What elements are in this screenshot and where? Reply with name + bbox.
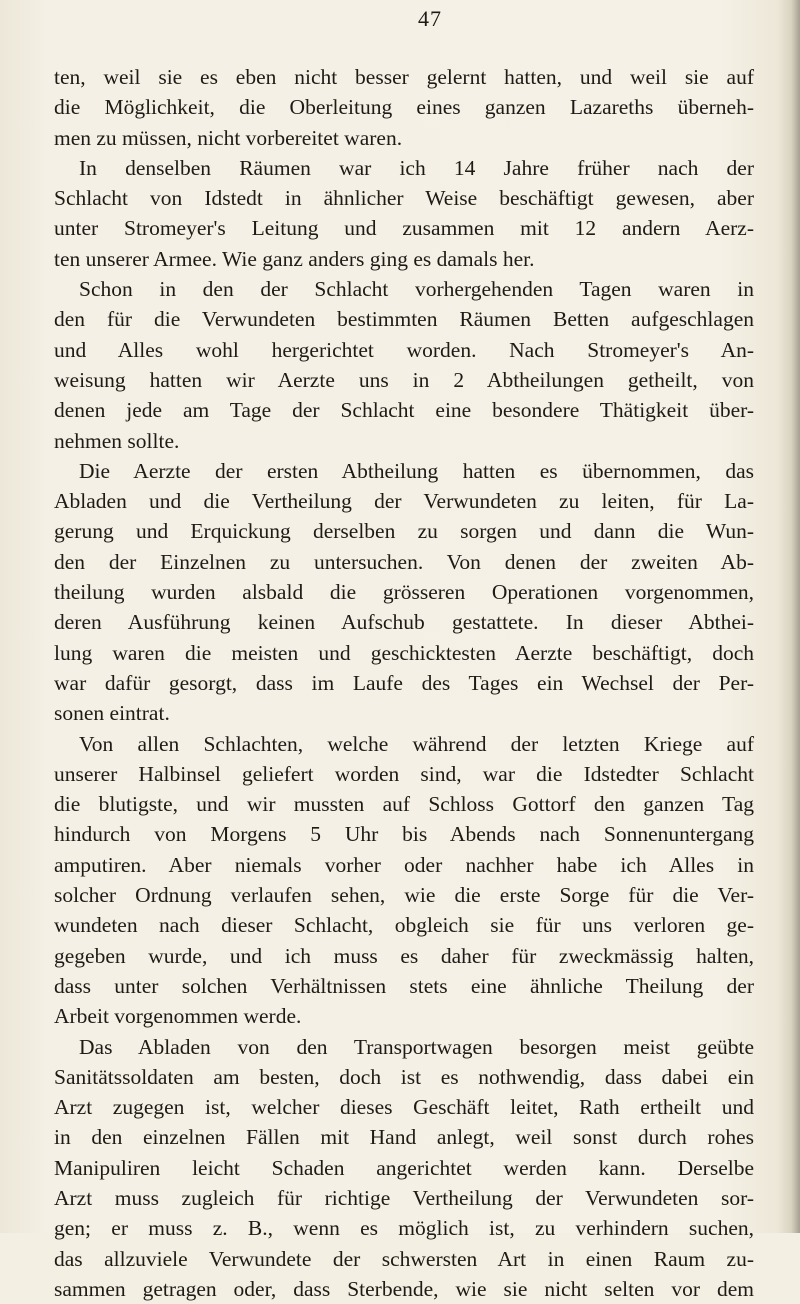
text-line: denen jede am Tage der Schlacht eine besondere Thätigkeit über-: [54, 398, 754, 423]
text-line: war dafür gesorgt, dass im Laufe des Tages ein Wechsel der Per-: [54, 670, 754, 695]
text-line: die blutigste, und wir mussten auf Schloss Gottorf den ganzen Tag: [54, 792, 754, 817]
text-line: In denselben Räumen war ich 14 Jahre früher nach der: [79, 155, 754, 180]
text-line: den der Einzelnen zu untersuchen. Von denen der zweiten Ab-: [54, 549, 754, 574]
text-line: hindurch von Morgens 5 Uhr bis Abends nach Sonnenuntergang: [54, 822, 754, 847]
text-line: gegeben wurde, und ich muss es daher für zweckmässig halten,: [54, 943, 754, 968]
text-line: unter Stromeyer's Leitung und zusammen mit 12 andern Aerz-: [54, 216, 754, 241]
text-line: dass unter solchen Verhältnissen stets eine ähnliche Theilung der: [54, 973, 754, 998]
text-line: gerung und Erquickung derselben zu sorgen und dann die Wun-: [54, 519, 754, 544]
text-line: solcher Ordnung verlaufen sehen, wie die erste Sorge für die Ver-: [54, 883, 754, 908]
text-line: in den einzelnen Fällen mit Hand anlegt, weil sonst durch rohes: [54, 1125, 754, 1150]
text-line: wundeten nach dieser Schlacht, obgleich sie für uns verloren ge-: [54, 913, 754, 938]
text-line: das allzuviele Verwundete der schwersten Art in einen Raum zu-: [54, 1246, 754, 1271]
text-line: ten unserer Armee. Wie ganz anders ging es damals her.: [54, 246, 535, 271]
body-text: [54, 62, 754, 1304]
page-edge-shadow: [778, 0, 800, 1233]
text-line: unserer Halbinsel geliefert worden sind, war die Idstedter Schlacht: [54, 761, 754, 786]
text-line: lung waren die meisten und geschicktesten Aerzte beschäftigt, doch: [54, 640, 754, 665]
text-line: Arzt muss zugleich für richtige Vertheilung der Verwundeten sor-: [54, 1185, 754, 1210]
text-line: ten, weil sie es eben nicht besser gelernt hatten, und weil sie auf: [54, 65, 754, 89]
text-line: gen; er muss z. B., wenn es möglich ist, zu verhindern suchen,: [54, 1216, 754, 1241]
text-line: Von allen Schlachten, welche während der letzten Kriege auf: [79, 731, 754, 756]
text-line: Schon in den der Schlacht vorhergehenden Tagen waren in: [79, 277, 754, 302]
text-line: Arbeit vorgenommen werde.: [54, 1004, 302, 1029]
text-line: sonen eintrat.: [54, 701, 170, 726]
text-line: Manipuliren leicht Schaden angerichtet werden kann. Derselbe: [54, 1155, 754, 1180]
text-line: Arzt zugegen ist, welcher dieses Geschäft leitet, Rath ertheilt und: [54, 1095, 754, 1120]
text-line: theilung wurden alsbald die grösseren Operationen vorgenommen,: [54, 580, 754, 605]
text-line: Schlacht von Idstedt in ähnlicher Weise beschäftigt gewesen, aber: [54, 186, 754, 211]
text-line: Die Aerzte der ersten Abtheilung hatten es übernommen, das: [79, 458, 754, 483]
page-number: 47: [418, 6, 442, 31]
text-line: Abladen und die Vertheilung der Verwundeten zu leiten, für La-: [54, 489, 754, 514]
text-line: weisung hatten wir Aerzte uns in 2 Abtheilungen getheilt, von: [54, 367, 754, 392]
text-line: die Möglichkeit, die Oberleitung eines ganzen Lazareths überneh-: [54, 95, 754, 120]
text-line: nehmen sollte.: [54, 428, 180, 453]
text-line: deren Ausführung keinen Aufschub gestattete. In dieser Abthei-: [54, 610, 754, 635]
text-line: den für die Verwundeten bestimmten Räumen Betten aufgeschlagen: [54, 307, 754, 332]
text-line: sammen getragen oder, dass Sterbende, wie sie nicht selten vor dem: [54, 1276, 754, 1301]
text-line: men zu müssen, nicht vorbereitet waren.: [54, 125, 403, 150]
text-line: Das Abladen von den Transportwagen besorgen meist geübte: [79, 1034, 754, 1059]
text-line: Sanitätssoldaten am besten, doch ist es nothwendig, dass dabei ein: [54, 1064, 754, 1089]
text-line: amputiren. Aber niemals vorher oder nachher habe ich Alles in: [54, 852, 754, 877]
text-line: und Alles wohl hergerichtet worden. Nach Stromeyer's An-: [54, 337, 754, 362]
